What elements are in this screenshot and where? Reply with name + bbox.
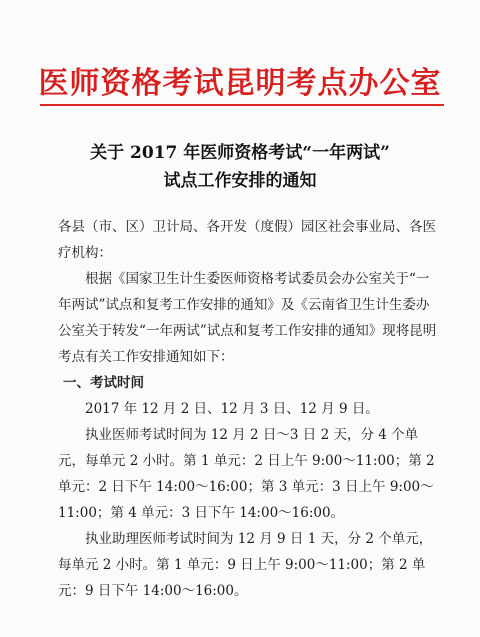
addressee: 各县（市、区）卫计局、各开发（度假）园区社会事业局、各医疗机构： (58, 219, 436, 261)
letterhead-title: 医师资格考试昆明考点办公室 (38, 66, 442, 101)
notice-body (58, 214, 438, 604)
section-heading-exam-time: 一、考试时间 (63, 375, 144, 391)
physician-exam-schedule: 执业医师考试时间为 12 月 2 日～3 日 2 天，分 4 个单元，每单元 2 小时。第 1 单元：2 日上午 9:00～11:00；第 2 单元：2 日下午 14:00～16:00；第 3 单元：3 日上午 9:00～11:00；第 4 单元：3 日下午 14:00～16:00。 (58, 427, 435, 521)
notice-title-line-1: 关于 2017 年医师资格考试“一年两试” (90, 143, 390, 163)
notice-title-line-2: 试点工作安排的通知 (163, 171, 317, 191)
assistant-exam-schedule: 执业助理医师考试时间为 12 月 9 日 1 天，分 2 个单元，每单元 2 小时。第 1 单元：9 日上午 9:00～11:00；第 2 单元：9 日下午 14:00～16:00。 (58, 531, 433, 599)
intro-paragraph: 根据《国家卫生计生委医师资格考试委员会办公室关于“一年两试”试点和复考工作安排的通知》及《云南省卫生计生委办公室关于转发“一年两试”试点和复考工作安排的通知》现将昆明考点有关工作安排通知如下： (58, 271, 437, 365)
exam-dates: 2017 年 12 月 2 日、12 月 3 日、12 月 9 日。 (85, 401, 379, 417)
letterhead-divider (40, 104, 444, 106)
